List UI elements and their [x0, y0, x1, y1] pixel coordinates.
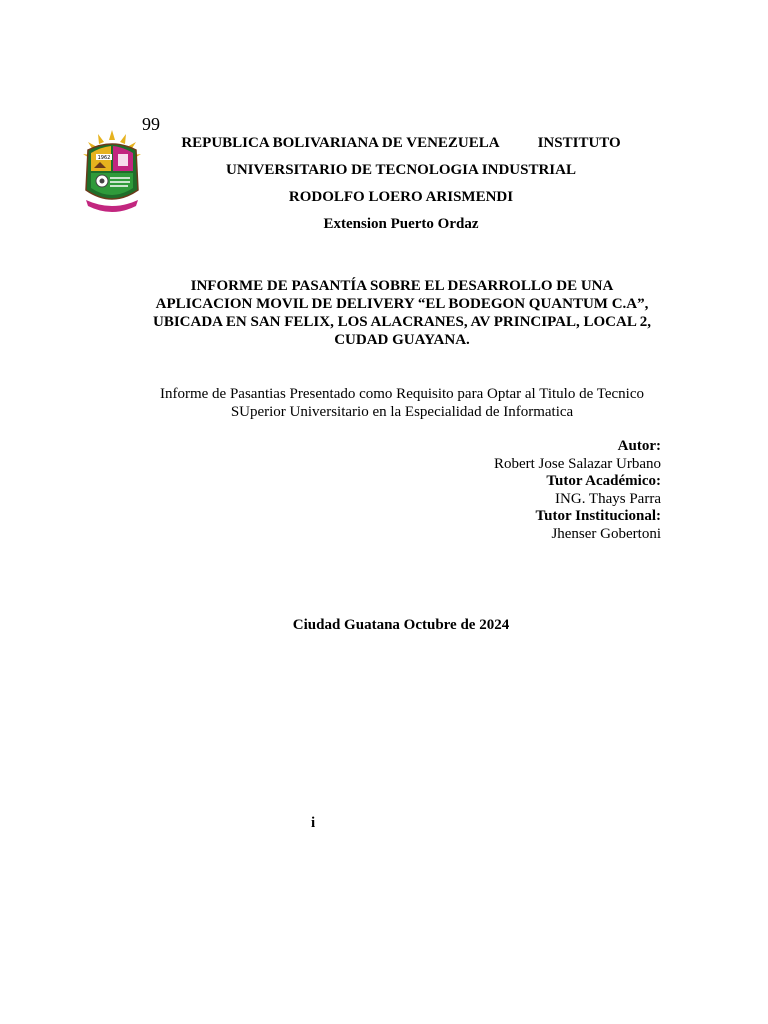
roman-page-number: i: [311, 815, 316, 831]
academic-tutor-name: ING. Thays Parra: [555, 490, 661, 507]
title-line: UBICADA EN SAN FELIX, LOS ALACRANES, AV PRINCIPAL, LOCAL 2,: [152, 314, 652, 330]
country-name: REPUBLICA BOLIVARIANA DE VENEZUELA: [181, 135, 500, 151]
title-line: APLICACION MOVIL DE DELIVERY “EL BODEGON QUANTUM C.A”,: [155, 296, 649, 312]
svg-text:1962: 1962: [97, 155, 111, 161]
academic-tutor-label: Tutor Académico:: [546, 473, 661, 490]
header-line-3: RODOLFO LOERO ARISMENDI: [288, 189, 514, 205]
institutional-tutor-name: Jhenser Gobertoni: [551, 525, 661, 542]
author-name: Robert Jose Salazar Urbano: [493, 455, 661, 472]
subtitle-line: Informe de Pasantias Presentado como Requisito para Optar al Titulo de Tecnico: [160, 386, 644, 402]
title-line: CUDAD GUAYANA.: [334, 332, 470, 348]
institution-seal-icon: [80, 128, 144, 214]
institutional-tutor-label: Tutor Institucional:: [535, 508, 661, 525]
report-subtitle: [130, 385, 674, 421]
credits-block: [494, 438, 661, 544]
place-date: Ciudad Guatana Octubre de 2024: [292, 617, 510, 633]
header-line-4: Extension Puerto Ordaz: [323, 216, 479, 232]
page-number-top: 99: [142, 114, 160, 134]
subtitle-line: SUperior Universitario en la Especialidad de Informatica: [230, 404, 574, 420]
header-line-1: [150, 134, 652, 152]
report-title: [130, 277, 674, 349]
title-line: INFORME DE PASANTÍA SOBRE EL DESARROLLO DE UNA: [190, 278, 614, 294]
header-line-2: UNIVERSITARIO DE TECNOLOGIA INDUSTRIAL: [226, 162, 576, 178]
author-label: Autor:: [617, 438, 661, 454]
institute-word: INSTITUTO: [537, 135, 621, 151]
